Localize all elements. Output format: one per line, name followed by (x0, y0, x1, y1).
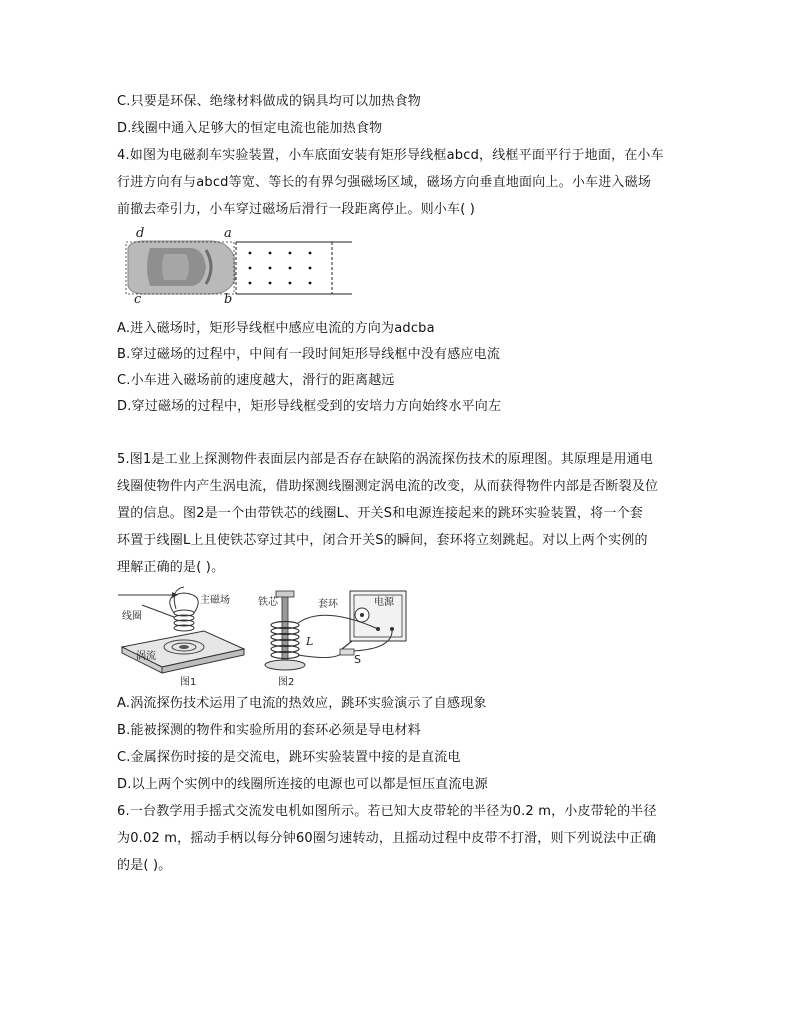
q3-option-d: D.线圈中通入足够大的恒定电流也能加热食物 (117, 121, 383, 136)
label-c: c (134, 292, 142, 307)
q5-stem-line4: 环置于线圈L上且使铁芯穿过其中，闭合开关S的瞬间，套环将立刻跳起。对以上两个实例的 (117, 533, 648, 548)
q5-option-c: C.金属探伤时接的是交流电，跳环实验装置中接的是直流电 (117, 750, 461, 765)
q5-stem-line2: 线圈使物件内产生涡电流，借助探测线圈测定涡电流的改变，从而获得物件内部是否断裂及位 (117, 479, 659, 494)
car-magnetic-field-diagram (120, 226, 360, 310)
q5-option-b: B.能被探测的物件和实验所用的套环必须是导电材料 (117, 723, 421, 738)
label-iron-core: 铁芯 (258, 597, 278, 608)
label-inductor: L (306, 635, 314, 648)
q5-option-d: D.以上两个实例中的线圈所连接的电源也可以都是恒压直流电源 (117, 777, 488, 792)
label-a: a (224, 226, 232, 241)
q5-stem-line3: 置的信息。图2是一个由带铁芯的线圈L、开关S和电源连接起来的跳环实验装置，将一个套 (117, 506, 643, 521)
label-ring: 套环 (318, 599, 338, 610)
label-main-field: 主磁场 (200, 595, 230, 606)
fig2-caption: 图2 (278, 677, 295, 688)
q4-stem-line2: 行进方向有与abcd等宽、等长的有界匀强磁场区域，磁场方向垂直地面向上。小车进入磁场 (117, 175, 652, 190)
q5-stem-line5: 理解正确的是( )。 (117, 560, 225, 575)
switch-icon (340, 641, 354, 655)
q4-option-d: D.穿过磁场的过程中，矩形导线框受到的安培力方向始终水平向左 (117, 399, 502, 414)
q5-figure-1 (118, 585, 250, 688)
q4-stem-line3: 前撤去牵引力，小车穿过磁场后滑行一段距离停止。则小车( ) (117, 202, 476, 217)
eddy-current-diagram (118, 585, 250, 685)
label-coil: 线圈 (122, 611, 142, 622)
q6-stem-line3: 的是( )。 (117, 858, 172, 873)
label-eddy: 涡流 (136, 651, 156, 662)
q5-option-a: A.涡流探伤技术运用了电流的热效应，跳环实验演示了自感现象 (117, 696, 487, 711)
q5-figure-2 (254, 585, 414, 688)
q6-stem-line2: 为0.02 m，摇动手柄以每分钟60圈匀速转动，且摇动过程中皮带不打滑，则下列说法中正确 (117, 831, 657, 846)
q4-option-b: B.穿过磁场的过程中，中间有一段时间矩形导线框中没有感应电流 (117, 347, 501, 362)
label-d: d (136, 226, 145, 241)
q4-option-a: A.进入磁场时，矩形导线框中感应电流的方向为adcba (117, 321, 435, 336)
label-power-supply: 电源 (374, 597, 394, 608)
q5-stem-line1: 5.图1是工业上探测物件表面层内部是否存在缺陷的涡流探伤技术的原理图。其原理是用通电 (117, 452, 654, 467)
fig1-caption: 图1 (180, 677, 197, 688)
q6-stem-line1: 6.一台教学用手摇式交流发电机如图所示。若已知大皮带轮的半径为0.2 m，小皮带轮的半径 (117, 804, 657, 819)
q4-stem-line1: 4.如图为电磁刹车实验装置，小车底面安装有矩形导线框abcd，线框平面平行于地面，在小车 (117, 148, 664, 163)
magnetic-field-region (236, 242, 352, 294)
field-dots (249, 252, 312, 285)
label-switch: S (354, 653, 361, 666)
car-image (128, 241, 235, 294)
q3-option-c: C.只要是环保、绝缘材料做成的锅具均可以加热食物 (117, 94, 422, 109)
label-b: b (224, 292, 233, 307)
q4-figure (120, 226, 360, 310)
q4-option-c: C.小车进入磁场前的速度越大，滑行的距离越远 (117, 373, 395, 388)
